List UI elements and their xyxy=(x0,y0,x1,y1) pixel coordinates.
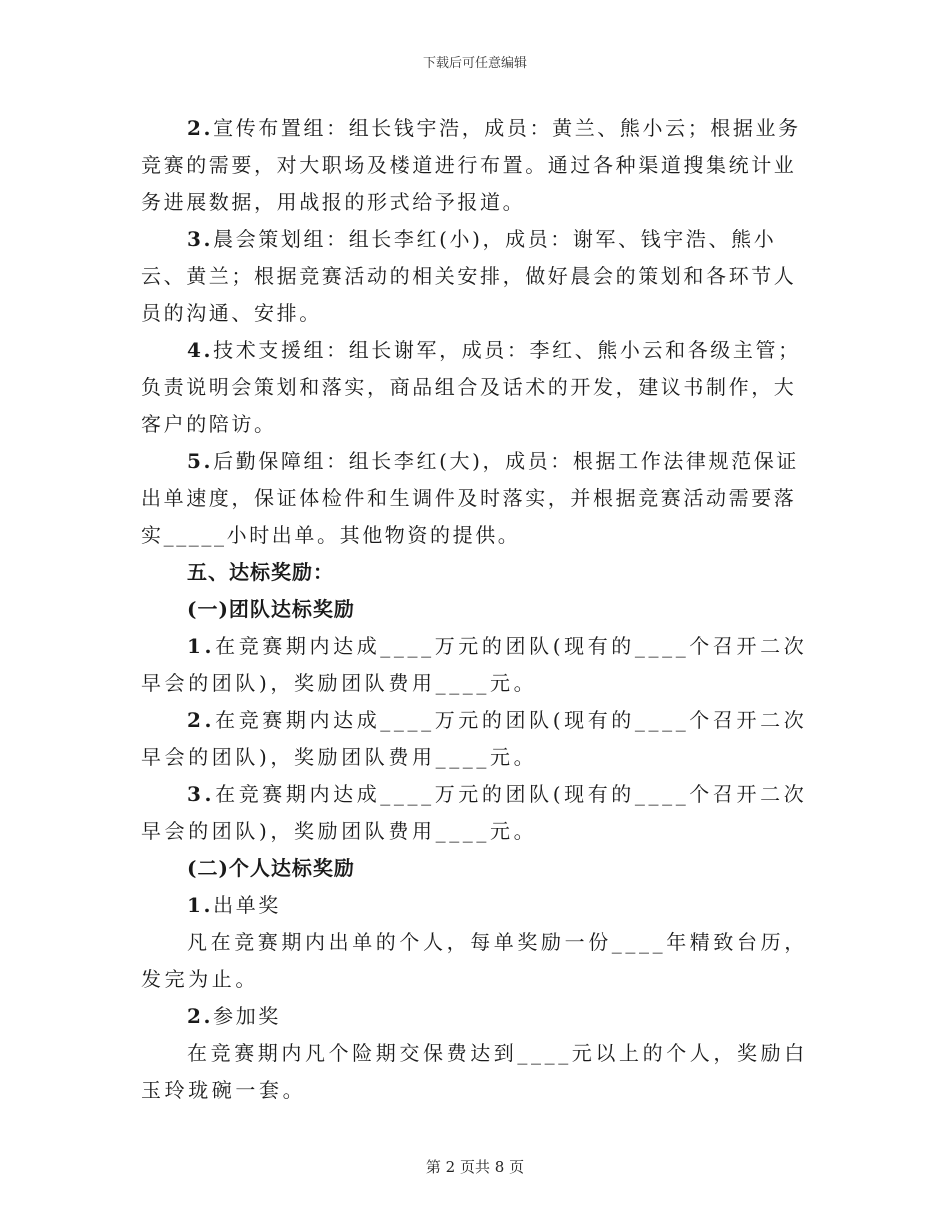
personal-reward-2-desc xyxy=(141,1035,809,1109)
heading-text: (一)团队达标奖励 xyxy=(187,597,355,621)
item-number: 1. xyxy=(187,893,214,917)
heading-text: (二)个人达标奖励 xyxy=(187,856,355,880)
item-number: 3. xyxy=(187,782,216,806)
subheading-team-rewards xyxy=(141,591,809,628)
item-number: 4. xyxy=(187,338,214,362)
paragraph-4 xyxy=(141,332,809,443)
section-heading-rewards xyxy=(141,554,809,591)
paragraph-text: 技术支援组：组长谢军，成员：李红、熊小云和各级主管；负责说明会策划和落实，商品组合及话术的开发，建议书制作，大客户的陪访。 xyxy=(141,338,801,436)
personal-reward-1-title xyxy=(141,887,809,924)
item-number: 1. xyxy=(187,634,216,658)
item-number: 5. xyxy=(187,449,214,473)
paragraph-text: 在竞赛期内达成____万元的团队(现有的____个召开二次早会的团队)，奖励团队费用____元。 xyxy=(141,634,808,695)
paragraph-3 xyxy=(141,221,809,332)
personal-reward-1-desc xyxy=(141,924,809,998)
subheading-personal-rewards xyxy=(141,850,809,887)
team-reward-3 xyxy=(141,776,809,850)
team-reward-1 xyxy=(141,628,809,702)
paragraph-text: 晨会策划组：组长李红(小)，成员：谢军、钱宇浩、熊小云、黄兰；根据竞赛活动的相关安排，做好晨会的策划和各环节人员的沟通、安排。 xyxy=(141,227,797,325)
paragraph-text: 凡在竞赛期内出单的个人，每单奖励一份____年精致台历，发完为止。 xyxy=(141,930,808,991)
paragraph-text: 在竞赛期内凡个险期交保费达到____元以上的个人，奖励白玉玲珑碗一套。 xyxy=(141,1041,808,1102)
heading-text: 五、达标奖励： xyxy=(187,560,334,584)
page-footer: 第 2 页共 8 页 xyxy=(425,1158,525,1176)
paragraph-2 xyxy=(141,110,809,221)
team-reward-2 xyxy=(141,702,809,776)
personal-reward-2-title xyxy=(141,998,809,1035)
paragraph-text: 后勤保障组：组长李红(大)，成员：根据工作法律规范保证出单速度，保证体检件和生调件及时落实，并根据竞赛活动需要落实_____小时出单。其他物资的提供。 xyxy=(141,449,799,547)
paragraph-text: 在竞赛期内达成____万元的团队(现有的____个召开二次早会的团队)，奖励团队费用____元。 xyxy=(141,782,808,843)
paragraph-text: 宣传布置组：组长钱宇浩，成员：黄兰、熊小云；根据业务竞赛的需要，对大职场及楼道进行布置。通过各种渠道搜集统计业务进展数据，用战报的形式给予报道。 xyxy=(141,116,801,214)
paragraph-5 xyxy=(141,443,809,554)
item-number: 2. xyxy=(187,1004,214,1028)
item-number: 2. xyxy=(187,708,216,732)
paragraph-text: 在竞赛期内达成____万元的团队(现有的____个召开二次早会的团队)，奖励团队费用____元。 xyxy=(141,708,808,769)
document-body xyxy=(141,110,809,1109)
page-header: 下载后可任意编辑 xyxy=(422,56,527,71)
paragraph-text: 参加奖 xyxy=(213,1004,281,1028)
item-number: 3. xyxy=(187,227,214,251)
item-number: 2. xyxy=(187,116,214,140)
paragraph-text: 出单奖 xyxy=(213,893,281,917)
